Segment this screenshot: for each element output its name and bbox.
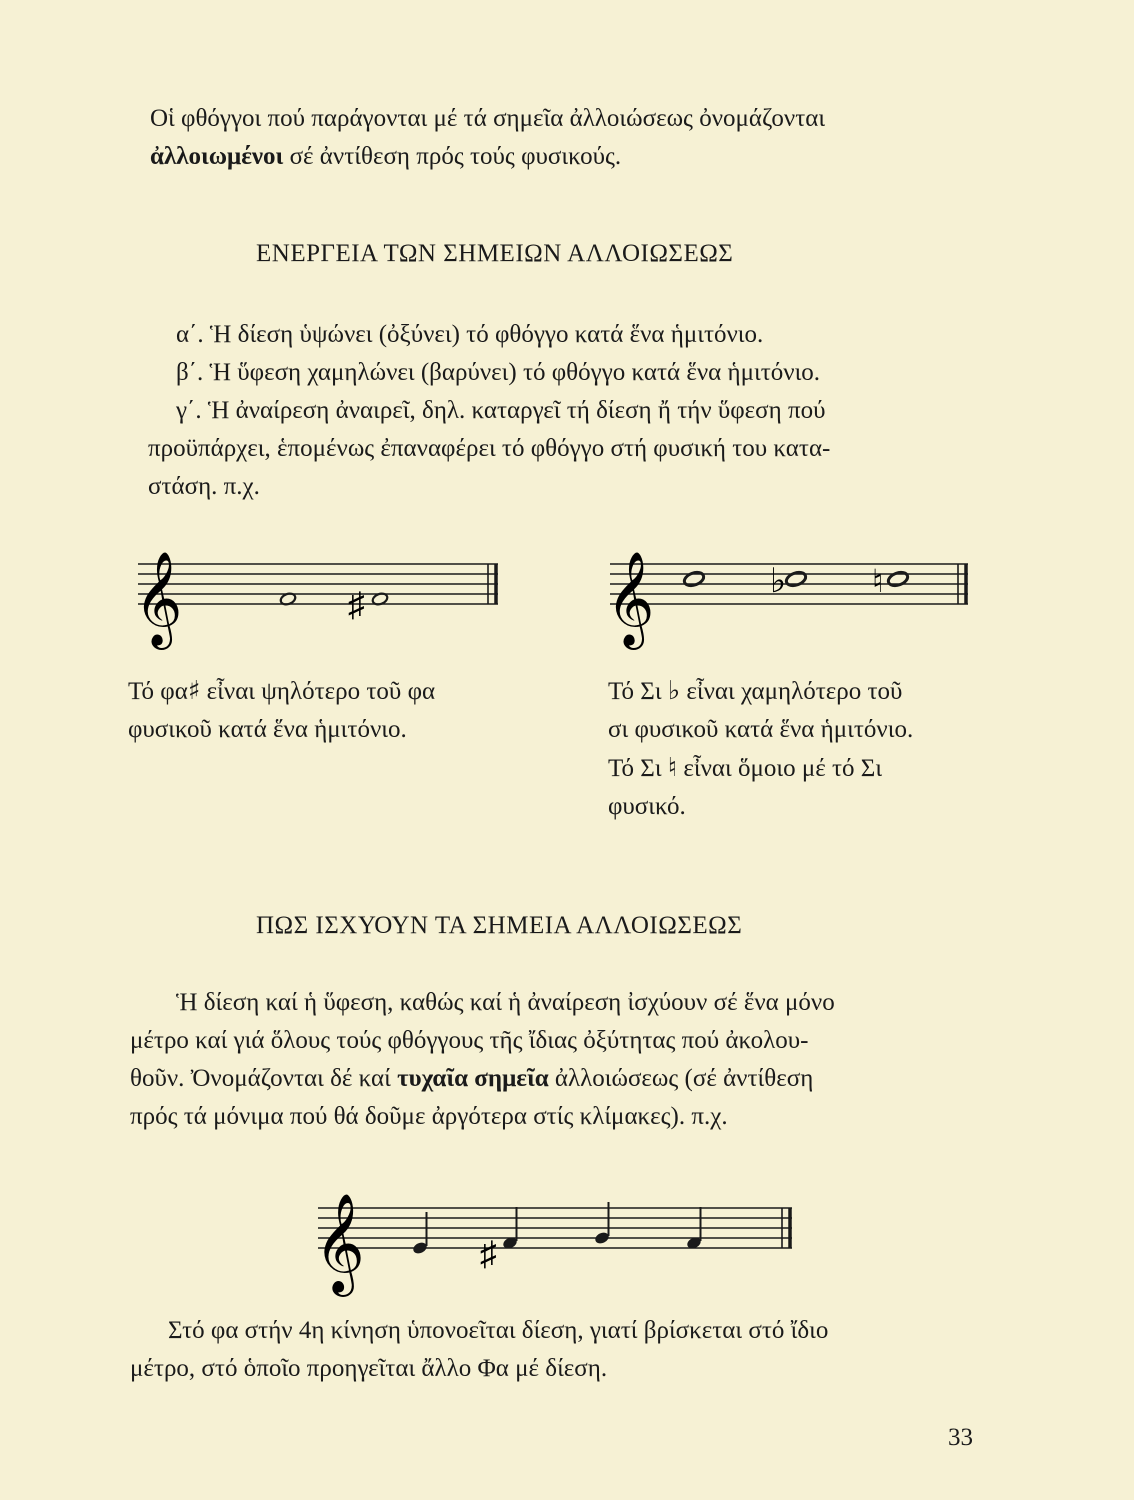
treble-clef-icon: 𝄞 [314, 1193, 365, 1293]
natural-icon: ♮ [667, 753, 678, 783]
validity-line-1: Ἡ δίεση καί ἡ ὕφεση, καθώς καί ἡ ἀναίρεση ἰσχύουν σέ ἕνα μόνο [176, 989, 835, 1016]
treble-clef-icon: 𝄞 [606, 551, 655, 646]
staff-example-flat-natural [606, 530, 976, 650]
caption-sharp: Τό φα♯ εἶναι ψηλότερο τοῦ φα φυσικοῦ κατά ἕνα ἡμιτόνιο. [128, 676, 436, 743]
term-altered: ἀλλοιωμένοι [150, 143, 284, 170]
sharp-icon: ♯ [187, 676, 201, 706]
treble-clef-icon: 𝄞 [134, 551, 183, 646]
whole-note-b [683, 570, 706, 588]
implied-line-2: μέτρο, στό ὁποῖο προηγεῖται ἄλλο Φα μέ δίεση. [130, 1355, 608, 1382]
term-accidentals: τυχαῖα σημεῖα [397, 1065, 549, 1092]
validity-paragraph [130, 984, 980, 1136]
validity-line-3: θοῦν. Ὀνομάζονται δέ καί τυχαῖα σημεῖα ἀλλοιώσεως (σέ ἀντίθεση [130, 1065, 814, 1092]
intro-line-1: Οἱ φθόγγοι πού παράγονται μέ τά σημεῖα ἀλλοιώσεως ὀνομάζονται [150, 105, 826, 132]
rule-c-line2: προϋπάρχει, ἑπομένως ἐπαναφέρει τό φθόγγο στή φυσική του κατα- [148, 435, 831, 462]
rule-c-line1: γ΄. Ἡ ἀναίρεση ἀναιρεῖ, δηλ. καταργεῖ τή δίεση ἤ τήν ὕφεση πού [176, 397, 826, 424]
implied-sharp-paragraph [130, 1312, 998, 1388]
intro-paragraph [150, 100, 980, 176]
whole-note-b-flat [785, 570, 808, 588]
rules-list [148, 316, 978, 506]
rule-c-line3: στάση. π.χ. [148, 473, 260, 500]
validity-line-4: πρός τά μόνιμα πού θά δοῦμε ἀργότερα στίς κλίμακες). π.χ. [130, 1103, 728, 1130]
flat-icon: ♭ [770, 563, 787, 600]
natural-icon: ♮ [872, 563, 884, 599]
intro-line-2: σέ ἀντίθεση πρός τούς φυσικούς. [283, 143, 622, 170]
rule-b: β΄. Ἡ ὕφεση χαμηλώνει (βαρύνει) τό φθόγγο κατά ἕνα ἡμιτόνιο. [176, 359, 821, 386]
flat-icon: ♭ [667, 676, 681, 706]
page-number: 33 [948, 1424, 973, 1451]
whole-note-b-natural [887, 570, 910, 588]
section-heading-validity: ΠΩΣ ΙΣΧΥΟΥΝ ΤΑ ΣΗΜΕΙΑ ΑΛΛΟΙΩΣΕΩΣ [256, 912, 743, 939]
staff-example-sharp [130, 530, 510, 650]
caption-flat-natural: Τό Σι ♭ εἶναι χαμηλότερο τοῦ σι φυσικοῦ κατά ἕνα ἡμιτόνιο. Τό Σι ♮ εἶναι ὅμοιο μέ τό Σι φυσικό. [608, 676, 914, 820]
implied-line-1: Στό φα στήν 4η κίνηση ὑπονοεῖται δίεση, γιατί βρίσκεται στό ἴδιο [168, 1317, 829, 1344]
section-heading-effect: ΕΝΕΡΓΕΙΑ ΤΩΝ ΣΗΜΕΙΩΝ ΑΛΛΟΙΩΣΕΩΣ [256, 240, 734, 267]
sharp-icon: ♯ [348, 587, 365, 624]
rule-a: α΄. Ἡ δίεση ὑψώνει (ὀξύνει) τό φθόγγο κατά ἕνα ἡμιτόνιο. [176, 321, 764, 348]
validity-line-2: μέτρο καί γιά ὅλους τούς φθόγγους τῆς ἴδιας ὀξύτητας πού ἀκολου- [130, 1027, 809, 1054]
sharp-icon: ♯ [480, 1236, 497, 1273]
staff-example-measure [310, 1168, 800, 1298]
